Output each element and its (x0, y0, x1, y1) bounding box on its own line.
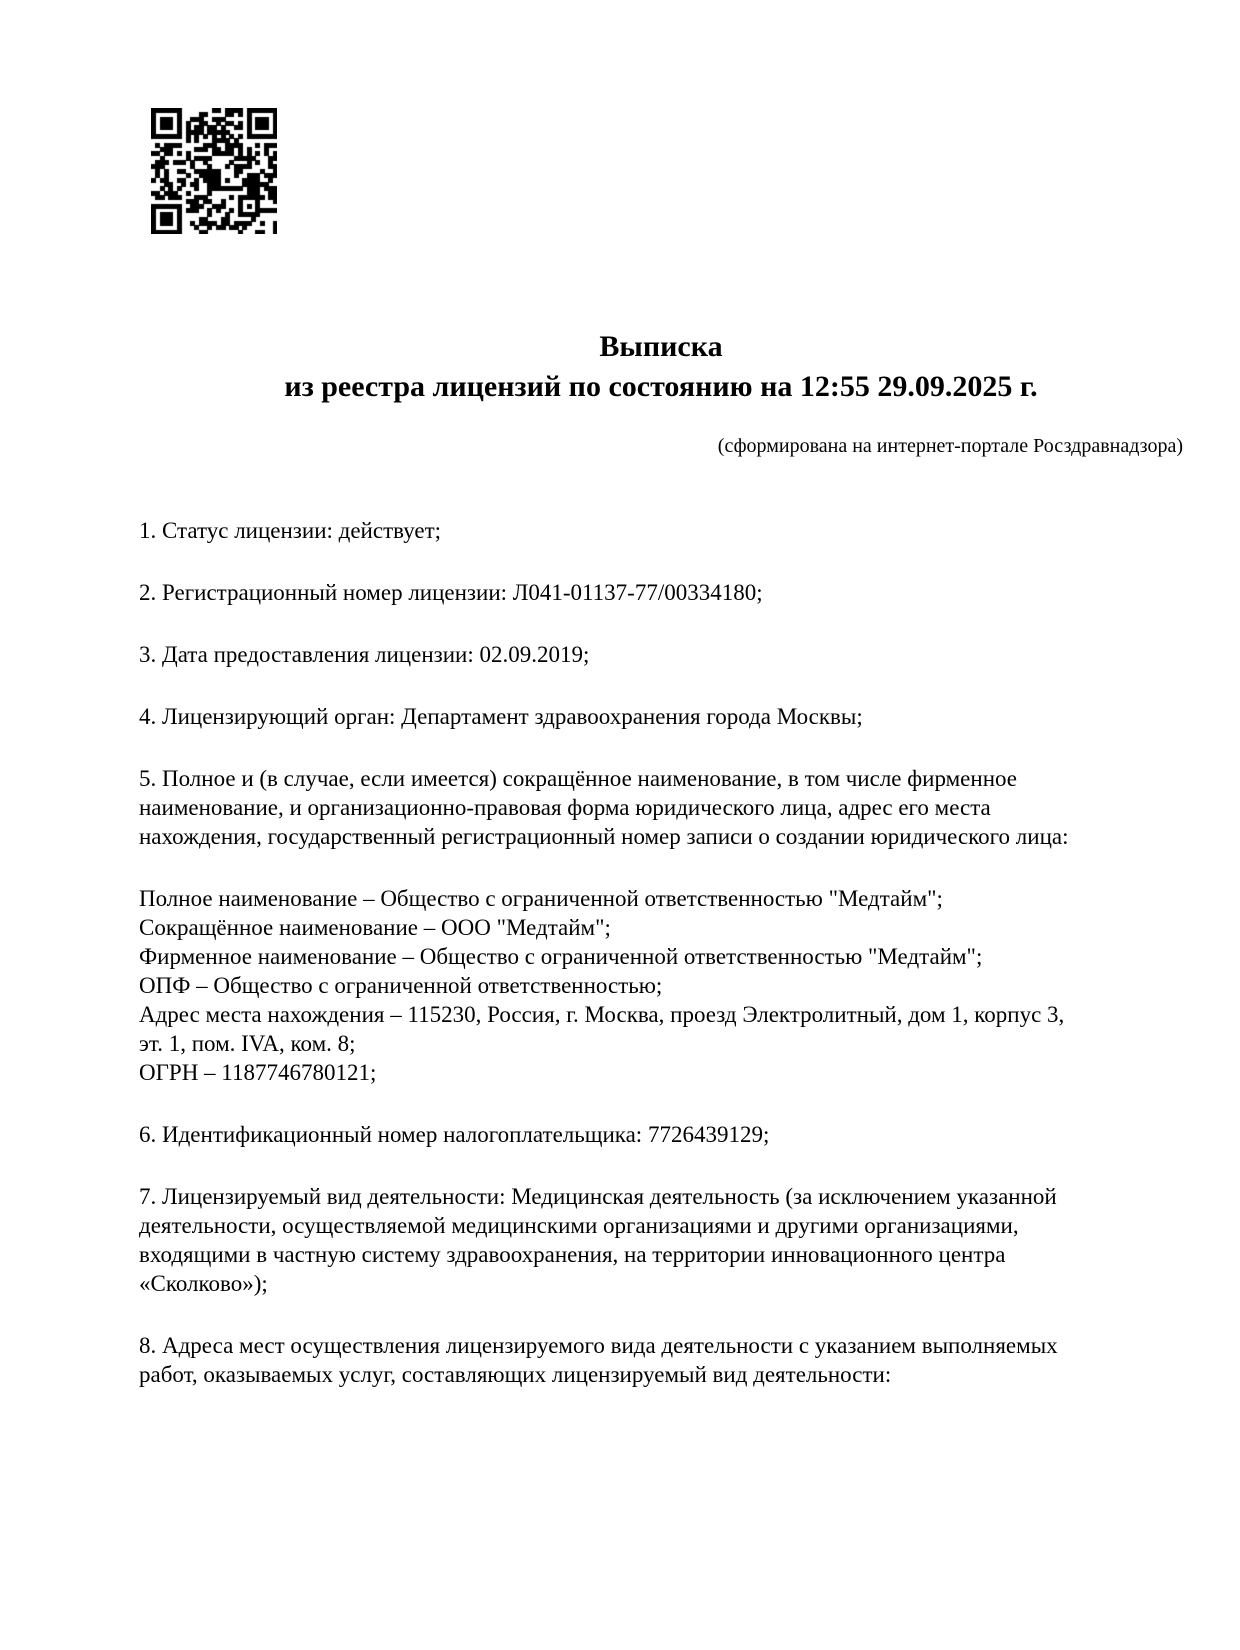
text-line: «Сколково»); (139, 1271, 268, 1296)
generation-note: (сформирована на интернет-портале Росздравнадзора) (717, 435, 1183, 457)
paragraph-license-status (139, 516, 1183, 545)
paragraph-org-names-intro (139, 764, 1183, 851)
text-line: работ, оказываемых услуг, составляющих лицензируемый вид деятельности: (139, 1362, 892, 1387)
text-line-address-1: Адрес места нахождения – 115230, Россия, г. Москва, проезд Электролитный, дом 1, корпус 3, (139, 1002, 1065, 1027)
qr-code-icon (151, 108, 277, 234)
paragraph-registration-number (139, 578, 1183, 607)
paragraph-inn (139, 1120, 1183, 1149)
text-line-short-name: Сокращённое наименование – ООО "Медтайм"; (139, 915, 611, 940)
document-body (139, 516, 1183, 1422)
text-line: 5. Полное и (в случае, если имеется) сокращённое наименование, в том числе фирменное (139, 766, 1017, 791)
title-line-2: из реестра лицензий по состоянию на 12:55 29.09.2025 г. (284, 370, 1038, 403)
text-line: 7. Лицензируемый вид деятельности: Медицинская деятельность (за исключением указанной (139, 1184, 1057, 1209)
text-line: 4. Лицензирующий орган: Департамент здравоохранения города Москвы; (139, 704, 863, 729)
text-line-opf: ОПФ – Общество с ограниченной ответственностью; (139, 973, 663, 998)
paragraph-activity-addresses (139, 1331, 1183, 1389)
title-line-1: Выписка (599, 330, 723, 363)
text-line: 8. Адреса мест осуществления лицензируемого вида деятельности с указанием выполняемых (139, 1333, 1058, 1358)
text-line-full-name: Полное наименование – Общество с ограниченной ответственностью "Медтайм"; (139, 886, 943, 911)
text-line: 1. Статус лицензии: действует; (139, 518, 442, 543)
text-line-address-2: эт. 1, пом. IVA, ком. 8; (139, 1031, 356, 1056)
document-title (139, 327, 1183, 407)
paragraph-activity-type (139, 1182, 1183, 1298)
text-line: входящими в частную систему здравоохранения, на территории инновационного центра (139, 1242, 1006, 1267)
paragraph-org-details (139, 884, 1183, 1087)
text-line: нахождения, государственный регистрационный номер записи о создании юридического лица: (139, 824, 1069, 849)
text-line: 2. Регистрационный номер лицензии: Л041-01137-77/00334180; (139, 580, 763, 605)
paragraph-licensing-authority (139, 702, 1183, 731)
text-line: 6. Идентификационный номер налогоплательщика: 7726439129; (139, 1122, 770, 1147)
paragraph-license-date (139, 640, 1183, 669)
text-line: 3. Дата предоставления лицензии: 02.09.2019; (139, 642, 590, 667)
text-line-brand-name: Фирменное наименование – Общество с ограниченной ответственностью "Медтайм"; (139, 944, 983, 969)
text-line-ogrn: ОГРН – 1187746780121; (139, 1060, 377, 1085)
text-line: наименование, и организационно-правовая форма юридического лица, адрес его места (139, 795, 991, 820)
text-line: деятельности, осуществляемой медицинскими организациями и другими организациями, (139, 1213, 1019, 1238)
